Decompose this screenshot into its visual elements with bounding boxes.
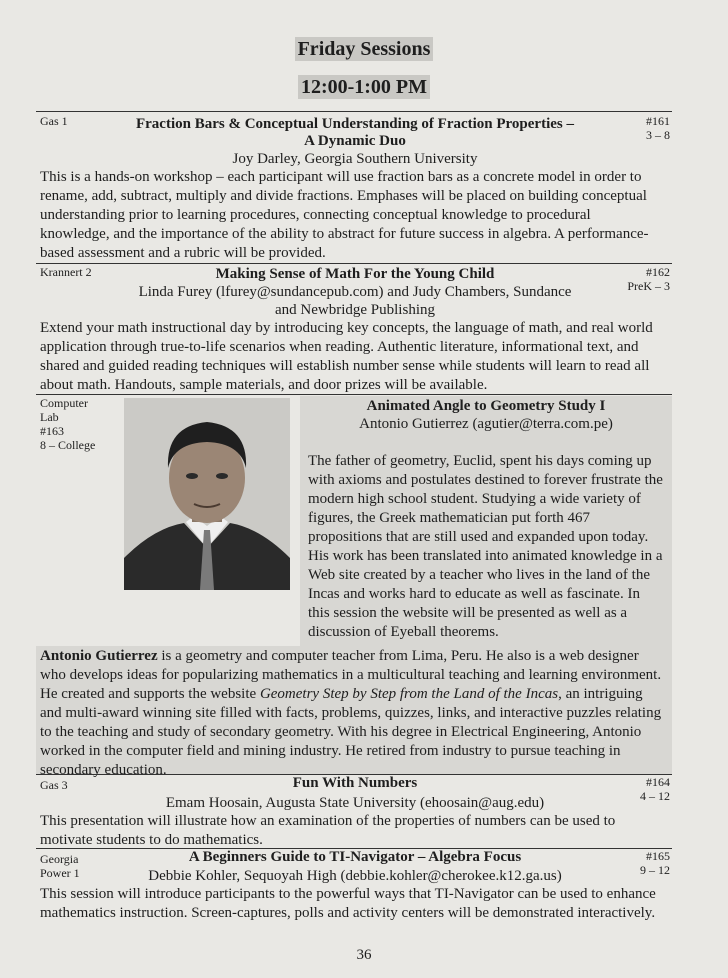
session-163-room: Computer Lab #163 8 – College xyxy=(40,396,96,452)
session-163 xyxy=(308,398,664,642)
session-presenter: Antonio Gutierrez (agutier@terra.com.pe) xyxy=(359,416,613,432)
session-presenter: Joy Darley, Georgia Southern University xyxy=(232,151,478,167)
session-164 xyxy=(40,775,670,850)
session-description: Extend your math instructional day by introducing key concepts, the language of math, and real world application through true-to-life scenarios when reading. Authentic literature, informational text, and shared and guided reading techniques will establish number sense while students will learn to read all about math. Handouts, sample materials, and door prizes will be available. xyxy=(40,320,653,393)
page-number: 36 xyxy=(356,947,372,963)
presenter-bio: Antonio Gutierrez is a geometry and computer teacher from Lima, Peru. He also is a web designer who develops ideas for popularizing mathematics in a multicultural teaching and learning environment. He created and supports the website Geometry Step by Step from the Land of the Incas, an intriguing and multi-award winning site filled with facts, problems, quizzes, links, and interactive puzzles relating to the teaching and study of secondary geometry. With his degree in Electrical Engineering, Antonio worked in the computer field and mining industry. He retired from industry to pursue teaching in secondary education. xyxy=(40,648,662,778)
session-title: A Beginners Guide to TI-Navigator – Algebra Focus xyxy=(188,849,522,865)
session-161 xyxy=(40,114,670,263)
session-number: #161 3 – 8 xyxy=(646,114,670,142)
session-room: Gas 1 xyxy=(40,114,68,128)
session-165 xyxy=(40,849,670,923)
session-number: #165 9 – 12 xyxy=(640,849,670,877)
divider xyxy=(36,263,672,264)
session-number: #164 4 – 12 xyxy=(640,775,670,803)
session-163-bio xyxy=(40,647,668,780)
session-description: The father of geometry, Euclid, spent his days coming up with axioms and postulates destined to forever frustrate the modern high school student. Studying a wide variety of figures, the Greek mathematician put forth 467 propositions that are still used and expanded upon today. His work has been translated into animated knowledge in a Web site created by a teacher who lives in the land of the Incas and works hard to educate as well as fascinate. In this session the website will be presented as well as a discussion of Eyeball theorems. xyxy=(308,453,663,640)
page-heading-time: 12:00-1:00 PM xyxy=(0,76,728,99)
session-presenter: Debbie Kohler, Sequoyah High (debbie.kohler@cherokee.k12.ga.us) xyxy=(148,868,562,884)
presenter-photo xyxy=(124,398,290,590)
session-title: Making Sense of Math For the Young Child xyxy=(215,266,495,282)
session-room: Krannert 2 xyxy=(40,265,92,279)
session-description: This is a hands-on workshop – each participant will use fraction bars as a concrete model in order to rename, add, subtract, multiply and divide fractions. Emphases will be placed on building conceptual understanding prior to learning procedures, connecting conceptual knowledge to procedural knowledge, and the importance of the ability to abstract for future success in algebra. A performance-based assessment and a rubric will be provided. xyxy=(40,169,649,261)
session-presenter: Emam Hoosain, Augusta State University (ehoosain@aug.edu) xyxy=(165,795,545,811)
session-title: Fraction Bars & Conceptual Understanding of Fraction Properties – A Dynamic Duo xyxy=(135,116,575,149)
session-room: Gas 3 xyxy=(40,778,68,792)
session-room: Georgia Power 1 xyxy=(40,852,80,880)
session-number: #162 PreK – 3 xyxy=(627,265,670,293)
session-description: This presentation will illustrate how an examination of the properties of numbers can be used to motivate students to do mathematics. xyxy=(40,813,616,848)
session-presenter: Linda Furey (lfurey@sundancepub.com) and Judy Chambers, Sundance and Newbridge Publishing xyxy=(138,284,572,318)
session-description: This session will introduce participants to the powerful ways that TI-Navigator can be used to enhance mathematics instruction. Screen-captures, polls and activity centers will be demonstrated interactively. xyxy=(40,886,656,921)
session-title: Animated Angle to Geometry Study I xyxy=(366,398,606,414)
page-heading-day: Friday Sessions xyxy=(0,38,728,61)
divider xyxy=(36,111,672,112)
session-title: Fun With Numbers xyxy=(292,775,418,791)
divider xyxy=(36,394,672,395)
session-162 xyxy=(40,265,670,395)
